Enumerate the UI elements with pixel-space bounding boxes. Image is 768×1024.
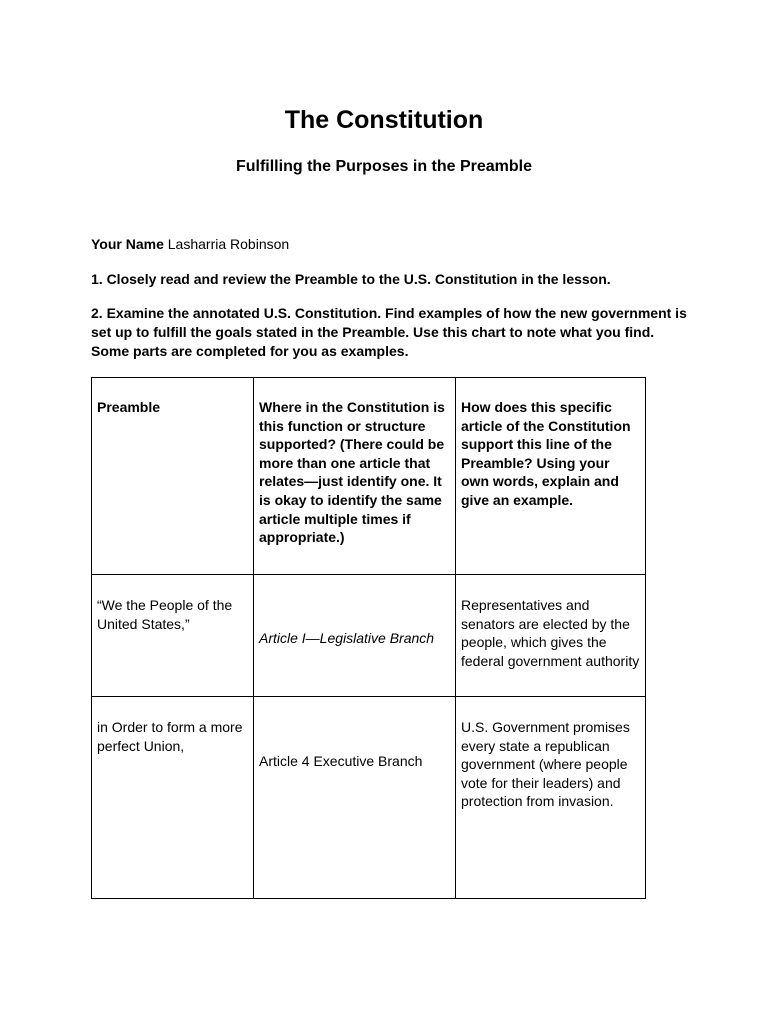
name-line	[91, 236, 289, 252]
name-value: Lasharria Robinson	[167, 236, 290, 252]
page-subtitle: Fulfilling the Purposes in the Preamble	[235, 158, 533, 175]
page-title: The Constitution	[284, 106, 484, 134]
article-text: Article 4 Executive Branch	[259, 753, 423, 769]
header-how-text: How does this specific article of the Constitution support this line of the Preamble? Using your own words, explain and give an example.	[461, 399, 631, 508]
instruction-1: 1. Closely read and review the Preamble to the U.S. Constitution in the lesson.	[91, 271, 611, 287]
header-cell-where	[254, 378, 456, 575]
preamble-cell	[92, 575, 254, 697]
name-label: Your Name	[91, 236, 164, 252]
explanation-text: Representatives and senators are elected by the people, which gives the federal government authority	[461, 597, 640, 669]
explanation-cell	[456, 697, 646, 899]
preamble-chart-table	[91, 377, 646, 899]
article-cell	[254, 575, 456, 697]
header-where-text: Where in the Constitution is this function or structure supported? (There could be more than one article that relates—just identify one. It is okay to identify the same article multiple times if appropriate.)	[259, 399, 445, 546]
table-header-row	[92, 378, 646, 575]
preamble-cell	[92, 697, 254, 899]
explanation-cell	[456, 575, 646, 697]
table-row	[92, 697, 646, 899]
article-text: Article I—Legislative Branch	[259, 630, 435, 646]
article-cell	[254, 697, 456, 899]
header-cell-how	[456, 378, 646, 575]
header-cell-preamble	[92, 378, 254, 575]
preamble-text: “We the People of the United States,”	[97, 597, 233, 632]
preamble-text: in Order to form a more perfect Union,	[97, 719, 243, 754]
header-preamble-text: Preamble	[97, 399, 161, 415]
instruction-2: 2. Examine the annotated U.S. Constitution. Find examples of how the new government is set up to fulfill the goals stated in the Preamble. Use this chart to note what you find. Some parts are completed for you as examples.	[91, 305, 687, 359]
table-row	[92, 575, 646, 697]
explanation-text: U.S. Government promises every state a republican government (where people vote for their leaders) and protection from invasion.	[461, 719, 630, 810]
